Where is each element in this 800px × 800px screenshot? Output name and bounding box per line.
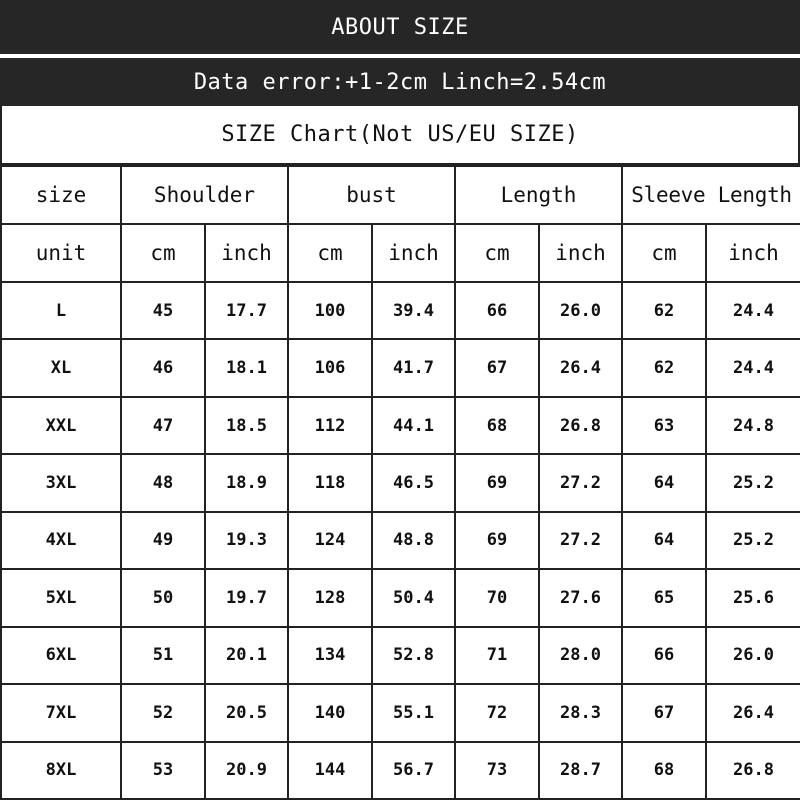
unit-cell: inch [372,224,455,282]
measurement-cell: 66 [455,282,539,339]
shoulder-header: Shoulder [121,166,288,224]
measurement-cell: 28.7 [539,742,622,800]
measurement-cell: 64 [622,454,706,511]
measurement-cell: 48.8 [372,512,455,569]
unit-cell: cm [622,224,706,282]
measurement-cell: 50 [121,569,205,626]
measurement-cell: 64 [622,512,706,569]
measurement-cell: 67 [622,684,706,741]
measurement-cell: 18.5 [205,397,288,454]
measurement-cell: 118 [288,454,372,511]
size-header: size [1,166,121,224]
unit-header-row [1,224,800,282]
measurement-cell: 18.9 [205,454,288,511]
sleeve-length-header: Sleeve Length [622,166,800,224]
table-row [1,742,800,800]
measurement-cell: 56.7 [372,742,455,800]
measurement-cell: 20.5 [205,684,288,741]
measurement-cell: 28.0 [539,627,622,684]
unit-cell: inch [205,224,288,282]
measurement-cell: 106 [288,339,372,396]
measurement-cell: 27.6 [539,569,622,626]
measurement-cell: 20.1 [205,627,288,684]
measurement-cell: 112 [288,397,372,454]
measurement-cell: 24.8 [706,397,800,454]
size-label-cell: XL [1,339,121,396]
size-chart-title: SIZE Chart(Not US/EU SIZE) [0,106,800,165]
measurement-cell: 47 [121,397,205,454]
measurement-cell: 70 [455,569,539,626]
table-row [1,454,800,511]
measurement-cell: 19.7 [205,569,288,626]
table-row [1,397,800,454]
measurement-cell: 44.1 [372,397,455,454]
measurement-cell: 65 [622,569,706,626]
measurement-cell: 25.2 [706,512,800,569]
measurement-cell: 19.3 [205,512,288,569]
measurement-cell: 140 [288,684,372,741]
table-row [1,512,800,569]
measurement-cell: 69 [455,512,539,569]
unit-header: unit [1,224,121,282]
measurement-cell: 55.1 [372,684,455,741]
measurement-cell: 26.0 [706,627,800,684]
size-label-cell: 7XL [1,684,121,741]
size-label-cell: XXL [1,397,121,454]
size-label-cell: 6XL [1,627,121,684]
measurement-cell: 73 [455,742,539,800]
measurement-cell: 124 [288,512,372,569]
measurement-cell: 26.4 [539,339,622,396]
measurement-cell: 39.4 [372,282,455,339]
measurement-cell: 27.2 [539,454,622,511]
measurement-cell: 28.3 [539,684,622,741]
measurement-cell: 48 [121,454,205,511]
measurement-cell: 71 [455,627,539,684]
measurement-cell: 68 [622,742,706,800]
measurement-cell: 50.4 [372,569,455,626]
measurement-cell: 52.8 [372,627,455,684]
measurement-cell: 25.6 [706,569,800,626]
measurement-cell: 26.0 [539,282,622,339]
measurement-cell: 51 [121,627,205,684]
measurement-cell: 24.4 [706,282,800,339]
measurement-cell: 46.5 [372,454,455,511]
measurement-cell: 26.8 [706,742,800,800]
table-row [1,627,800,684]
table-row [1,339,800,396]
unit-cell: cm [455,224,539,282]
measurement-cell: 72 [455,684,539,741]
measurement-cell: 45 [121,282,205,339]
measurement-cell: 41.7 [372,339,455,396]
measurement-cell: 68 [455,397,539,454]
measure-header-row [1,166,800,224]
size-label-cell: 4XL [1,512,121,569]
measurement-cell: 134 [288,627,372,684]
measurement-cell: 52 [121,684,205,741]
size-label-cell: 5XL [1,569,121,626]
measurement-cell: 25.2 [706,454,800,511]
unit-cell: cm [121,224,205,282]
measurement-cell: 144 [288,742,372,800]
measurement-cell: 128 [288,569,372,626]
size-table [0,165,800,800]
measurement-cell: 18.1 [205,339,288,396]
unit-cell: inch [706,224,800,282]
measurement-cell: 27.2 [539,512,622,569]
measurement-cell: 100 [288,282,372,339]
measurement-cell: 26.4 [706,684,800,741]
table-row [1,684,800,741]
measurement-cell: 49 [121,512,205,569]
measurement-cell: 66 [622,627,706,684]
measurement-cell: 20.9 [205,742,288,800]
about-size-banner: ABOUT SIZE [0,0,800,56]
measurement-cell: 53 [121,742,205,800]
bust-header: bust [288,166,455,224]
table-row [1,569,800,626]
size-label-cell: 3XL [1,454,121,511]
unit-cell: inch [539,224,622,282]
measurement-cell: 63 [622,397,706,454]
measurement-cell: 62 [622,339,706,396]
size-label-cell: 8XL [1,742,121,800]
unit-cell: cm [288,224,372,282]
measurement-cell: 26.8 [539,397,622,454]
length-header: Length [455,166,622,224]
size-label-cell: L [1,282,121,339]
measurement-cell: 17.7 [205,282,288,339]
table-row [1,282,800,339]
measurement-cell: 46 [121,339,205,396]
measurement-cell: 67 [455,339,539,396]
measurement-cell: 69 [455,454,539,511]
measurement-cell: 24.4 [706,339,800,396]
data-error-note: Data error:+1-2cm Linch=2.54cm [0,58,800,106]
measurement-cell: 62 [622,282,706,339]
